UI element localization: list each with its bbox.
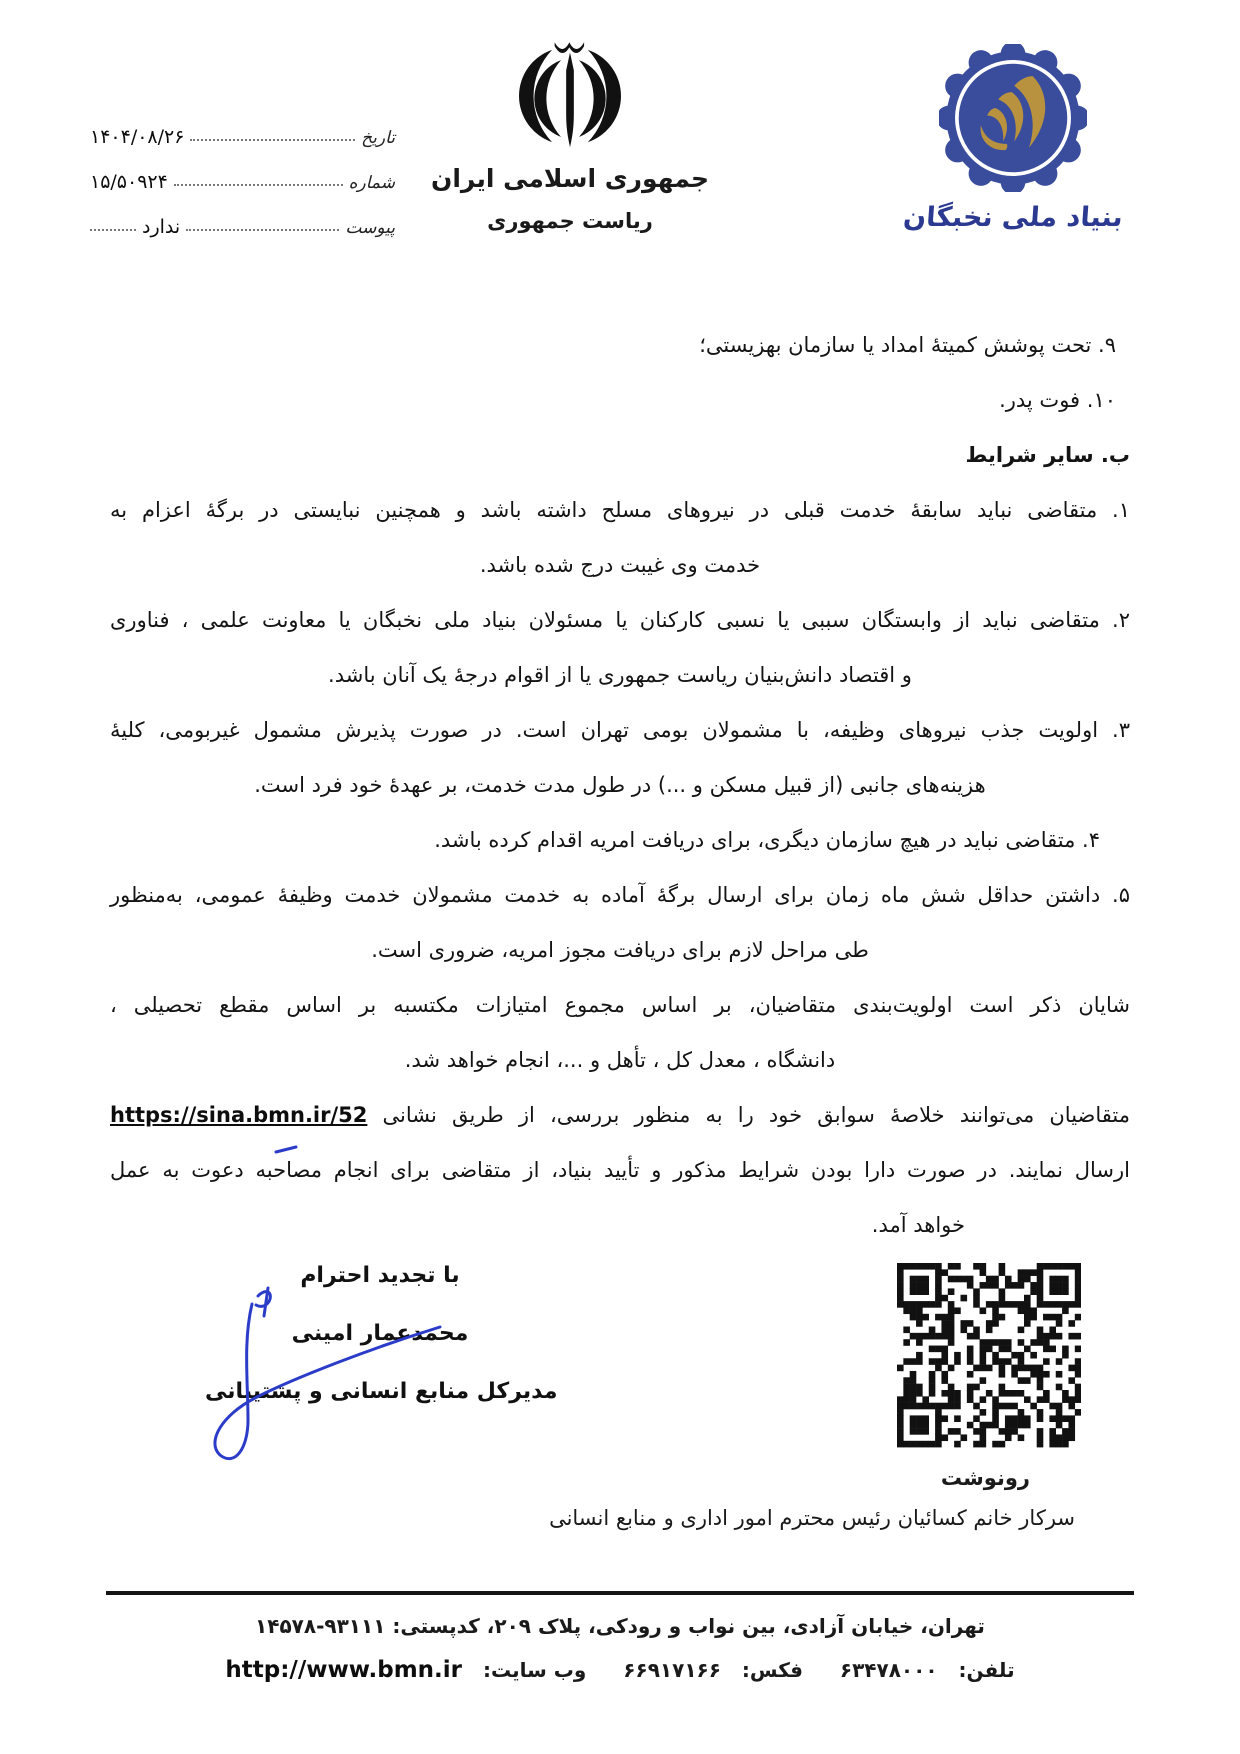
apply-line-1 [110,1088,1130,1143]
foundation-name: بنیاد ملی نخبگان [902,202,1124,233]
footer-divider [106,1591,1134,1595]
condition-2-line-2: و اقتصاد دانش‌بنیان ریاست جمهوری یا از اقوام درجۀ یک آنان باشد. [328,663,912,687]
note-line-1: شایان ذکر است اولویت‌بندی متقاضیان، بر اساس مجموع امتیازات مکتسبه بر اساس مقطع تحصیلی ، [110,993,1130,1017]
iran-emblem-icon [504,32,636,160]
foundation-header [868,44,1158,233]
condition-3-line-1: ۳. اولویت جذب نیروهای وظیفه، با مشمولان بومی تهران است. در صورت پذیرش مشمول غیربومی، کلیۀ [110,718,1130,742]
number-value: ۱۵/۵۰۹۲۴ [90,171,168,193]
dotted-leader [90,229,136,231]
cc-recipient: سرکار خانم کسائیان رئیس محترم امور اداری و منابع انسانی [549,1506,1075,1530]
condition-3-line-2: هزینه‌های جانبی (از قبیل مسکن و ...) در طول مدت خدمت، بر عهدۀ خود فرد است. [254,773,986,797]
foundation-logo-icon [939,44,1087,192]
attachment-row [90,206,395,238]
dotted-leader [186,229,339,231]
condition-2-line-1: ۲. متقاضی نباید از وابستگان سببی یا نسبی کارکنان یا مسئولان بنیاد ملی نخبگان یا معاونت علمی ، فناوری [110,608,1130,632]
date-label: تاریخ [361,127,395,148]
date-value: ۱۴۰۴/۰۸/۲۶ [90,126,185,148]
website-label: وب سایت: [482,1658,587,1682]
number-row [90,161,395,193]
fax-label: فکس: [741,1658,803,1682]
dotted-leader [174,184,343,186]
note-line-2: دانشگاه ، معدل کل ، تأهل و ...، انجام خواهد شد. [404,1048,836,1072]
footer-contact [60,1648,1180,1692]
signatory-title: مدیرکل منابع انسانی و پشتیبانی [205,1379,558,1404]
condition-4: ۴. متقاضی نباید در هیچ سازمان دیگری، برای دریافت امریه اقدام کرده باشد. [434,828,1100,852]
republic-title: جمهوری اسلامی ایران [431,164,709,193]
qr-code-image [897,1263,1081,1449]
condition-5-line-1: ۵. داشتن حداقل شش ماه زمان برای ارسال برگۀ آماده به خدمت مشمولان خدمت وظیفۀ عمومی، به‌منظور [110,883,1130,907]
presidency-title: ریاست جمهوری [487,209,653,233]
footer-address [60,1606,1180,1646]
section-heading: ب. سایر شرایط [965,443,1130,467]
dotted-leader [190,139,355,141]
condition-1-line-1: ۱. متقاضی نباید سابقۀ خدمت قبلی در نیروهای مسلح داشته باشد و همچنین نبایستی در برگۀ اعزام به [110,498,1130,522]
apply-line-2: ارسال نمایند. در صورت دارا بودن شرایط مذکور و تأیید بنیاد، از متقاضی برای انجام مصاحبه دعوت به عمل [110,1158,1130,1182]
signature-salutation: با تجدید احترام [300,1263,460,1288]
number-label: شماره [348,172,395,193]
signature-block [205,1262,558,1436]
address-text: تهران، خیابان آزادی، بین نواب و رودکی، پلاک ۲۰۹، کدپستی: [392,1614,985,1638]
apply-line-1-text: متقاضیان می‌توانند خلاصۀ سوابق خود را به منظور بررسی، از طریق نشانی [382,1103,1130,1127]
postal-code: ۱۴۵۷۸-۹۳۱۱۱ [255,1614,386,1638]
condition-9: ۹. تحت پوشش کمیتۀ امداد یا سازمان بهزیستی؛ [699,333,1116,357]
condition-10: ۱۰. فوت پدر. [999,388,1116,412]
apply-line-3: خواهد آمد. [871,1213,965,1237]
condition-1-line-2: خدمت وی غیبت درج شده باشد. [479,553,761,577]
phone-value: ۶۳۴۷۸۰۰۰ [839,1658,938,1682]
condition-5-line-2: طی مراحل لازم برای دریافت مجوز امریه، ضروری است. [371,938,869,962]
letter-body [110,318,1130,1253]
date-row [90,116,395,148]
government-header [430,32,710,233]
cc-section [110,1458,1130,1538]
sina-url-link[interactable]: https://sina.bmn.ir/52 [110,1103,368,1127]
cc-label: رونوشت [940,1466,1030,1490]
phone-label: تلفن: [958,1658,1015,1682]
signatory-name: محمدعمار امینی [291,1321,469,1346]
letterhead-stamp [90,116,395,251]
qr-code [897,1263,1081,1449]
fax-value: ۶۶۹۱۷۱۶۶ [623,1658,721,1682]
website-link[interactable]: http://www.bmn.ir [225,1657,462,1683]
attachment-value: ندارد [142,216,181,238]
attachment-label: پیوست [345,217,395,238]
